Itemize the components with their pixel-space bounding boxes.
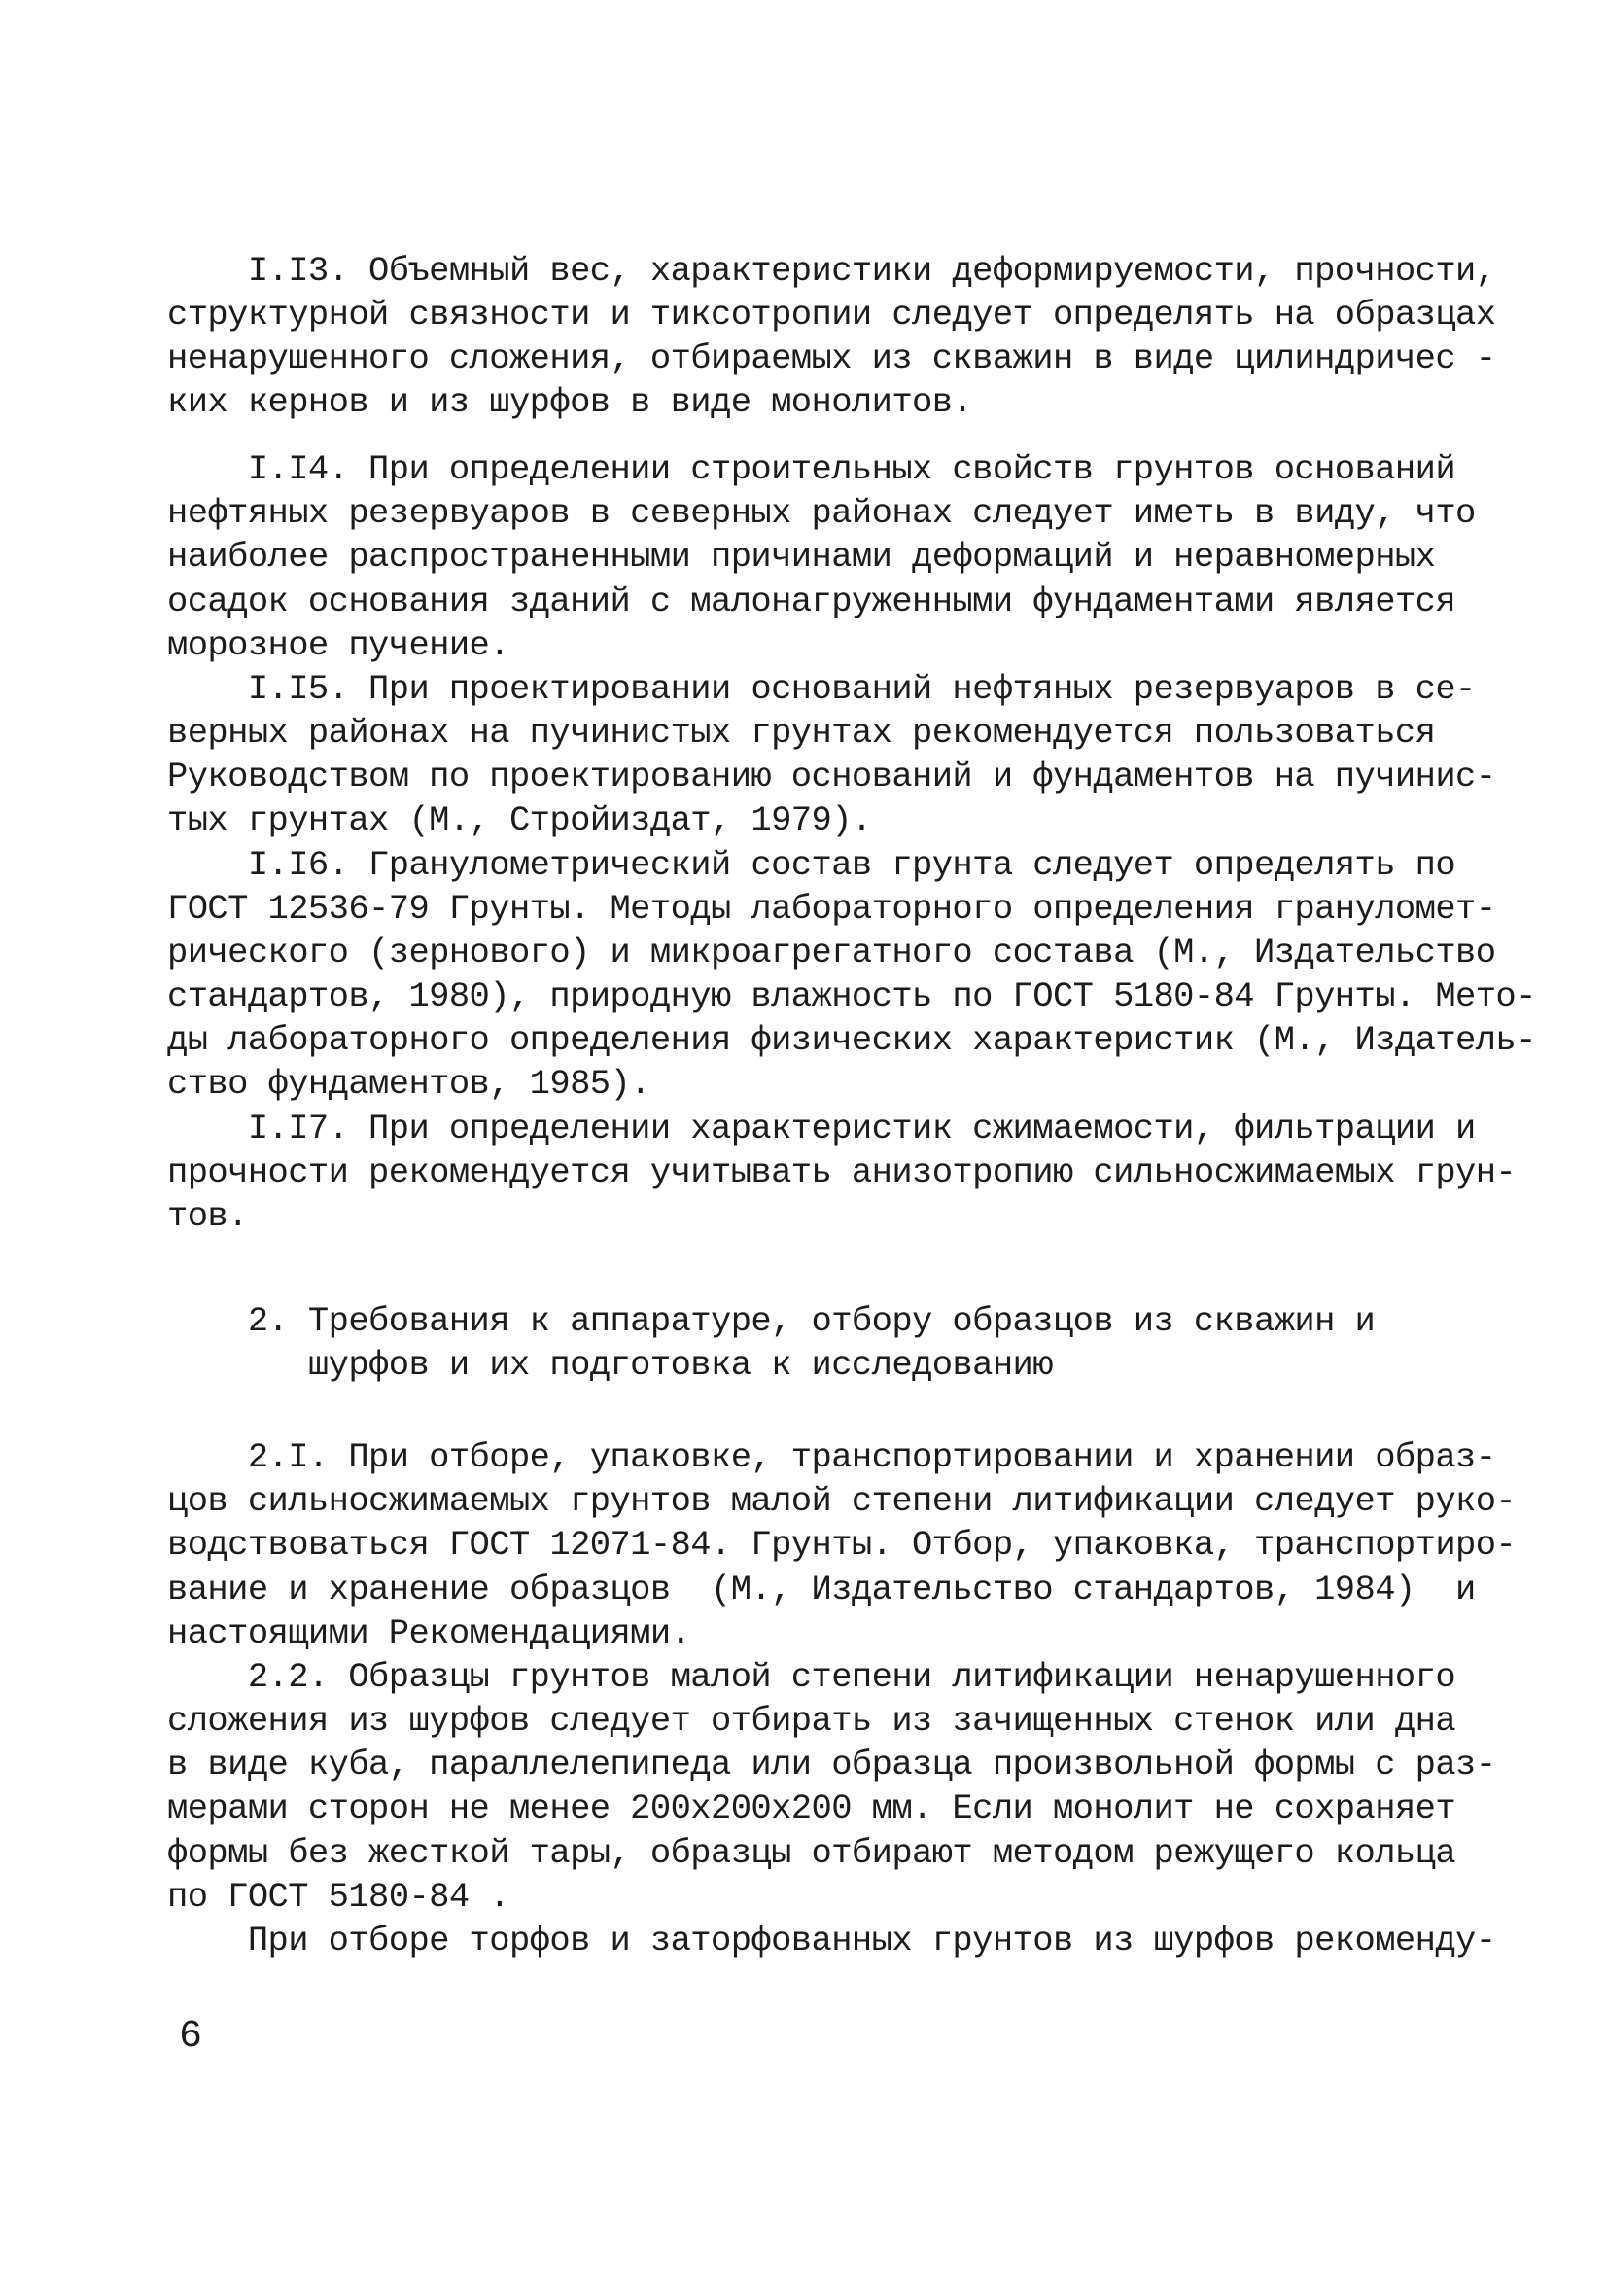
text-line: рического (зернового) и микроагрегатного состава (М., Издательство [167, 933, 1496, 972]
text-line: нефтяных резервуаров в северных районах следует иметь в виду, что [167, 493, 1476, 533]
page-number: 6 [179, 2015, 203, 2059]
text-line: I.I6. Гранулометрический состав грунта следует определять по [167, 845, 1456, 885]
text-line: ких кернов и из шурфов в виде монолитов. [167, 382, 973, 422]
text-line: наиболее распространенными причинами деформаций и неравномерных [167, 537, 1436, 577]
text-line: ство фундаментов, 1985). [167, 1064, 650, 1104]
text-line: ненарушенного сложения, отбираемых из скважин в виде цилиндричес - [167, 338, 1496, 378]
text-line: прочности рекомендуется учитывать анизотропию сильносжимаемых грун- [167, 1152, 1517, 1192]
text-line: ды лабораторного определения физических характеристик (М., Издатель- [167, 1020, 1536, 1060]
text-line: I.I3. Объемный вес, характеристики деформируемости, прочности, [167, 251, 1496, 291]
text-line: ГОСТ 12536-79 Грунты. Методы лабораторного определения грануломет- [167, 889, 1496, 929]
text-line: в виде куба, параллелепипеда или образца произвольной формы с раз- [167, 1745, 1496, 1784]
text-line: осадок основания зданий с малонагруженными фундаментами является [167, 582, 1456, 621]
text-line: структурной связности и тиксотропии следует определять на образцах [167, 295, 1496, 335]
section-heading: шурфов и их подготовка к исследованию [167, 1345, 1053, 1385]
text-line: вание и хранение образцов (М., Издательство стандартов, 1984) и [167, 1570, 1476, 1609]
text-line: формы без жесткой тары, образцы отбирают методом режущего кольца [167, 1833, 1456, 1873]
text-line: цов сильносжимаемых грунтов малой степени литификации следует руко- [167, 1481, 1517, 1521]
text-line: сложения из шурфов следует отбирать из зачищенных стенок или дна [167, 1701, 1456, 1741]
text-line: тов. [167, 1196, 248, 1236]
text-line: верных районах на пучинистых грунтах рекомендуется пользоваться [167, 713, 1436, 753]
text-line: I.I4. При определении строительных свойств грунтов оснований [167, 449, 1456, 489]
text-line: I.I5. При проектировании оснований нефтяных резервуаров в се- [167, 669, 1476, 709]
section-heading: 2. Требования к аппаратуре, отбору образцов из скважин и [167, 1301, 1376, 1341]
text-line: 2.2. Образцы грунтов малой степени литификации ненарушенного [167, 1657, 1456, 1697]
text-line: 2.I. При отборе, упаковке, транспортировании и хранении образ- [167, 1437, 1496, 1477]
text-line: стандартов, 1980), природную влажность по ГОСТ 5180-84 Грунты. Мето- [167, 976, 1536, 1016]
text-line: Руководством по проектированию оснований и фундаментов на пучинис- [167, 757, 1496, 796]
text-line: по ГОСТ 5180-84 . [167, 1877, 509, 1917]
text-line: мерами сторон не менее 200х200х200 мм. Если монолит не сохраняет [167, 1788, 1456, 1828]
text-line: тых грунтах (М., Стройиздат, 1979). [167, 800, 872, 840]
text-line: I.I7. При определении характеристик сжимаемости, фильтрации и [167, 1109, 1476, 1148]
text-line: настоящими Рекомендациями. [167, 1613, 691, 1653]
text-line: При отборе торфов и заторфованных грунтов из шурфов рекоменду- [167, 1921, 1496, 1960]
text-line: морозное пучение. [167, 625, 509, 665]
text-line: водствоваться ГОСТ 12071-84. Грунты. Отбор, упаковка, транспортиро- [167, 1525, 1517, 1565]
